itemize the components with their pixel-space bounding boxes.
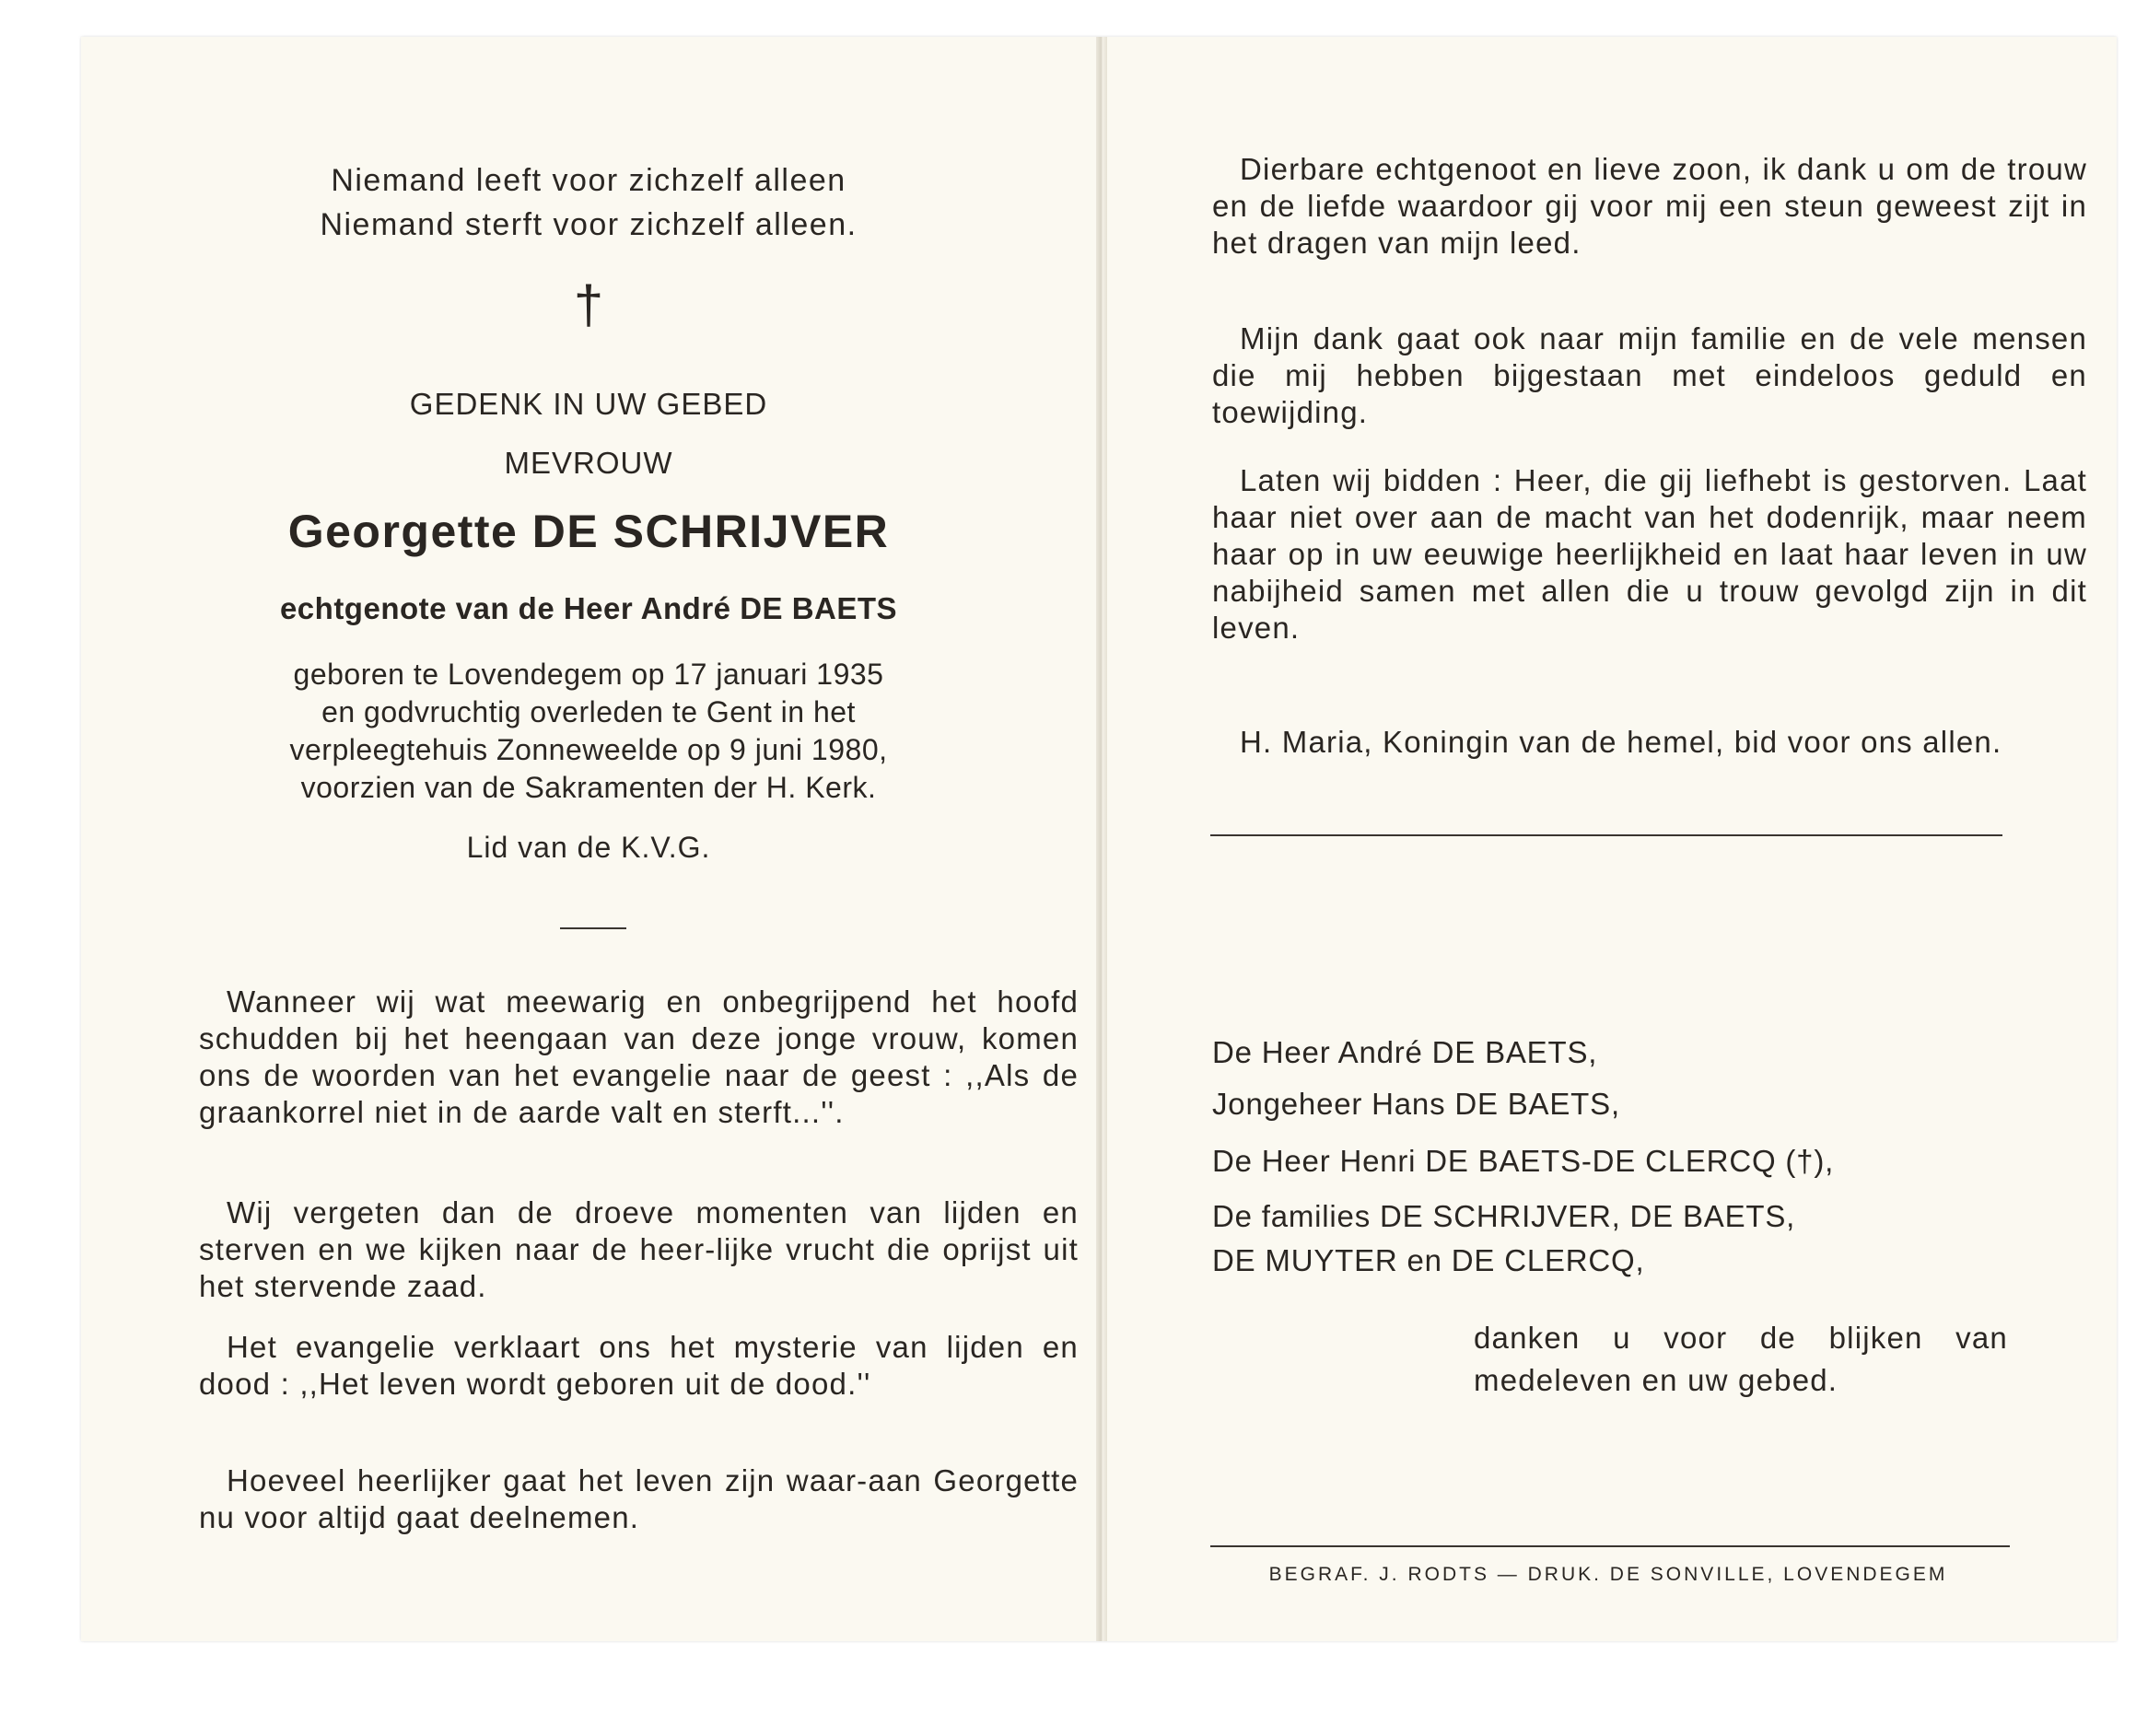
paragraph: H. Maria, Koningin van de hemel, bid voor ons allen. — [1240, 725, 2002, 759]
paragraph: Dierbare echtgenoot en lieve zoon, ik dank u om de trouw en de liefde waardoor gij voor mij een steun geweest zijt in het dragen van mijn leed. — [1212, 152, 2087, 260]
paragraph: Hoeveel heerlijker gaat het leven zijn waar-aan Georgette nu voor altijd gaat deelnemen. — [199, 1463, 1079, 1534]
card-fold — [1096, 37, 1107, 1641]
motto-line: Niemand leeft voor zichzelf alleen — [331, 163, 846, 198]
family-line: DE MUYTER en DE CLERCQ, — [1212, 1243, 1645, 1277]
paragraph: Wij vergeten dan de droeve momenten van lijden en sterven en we kijken naar de heer-lijke vrucht die oprijst uit het stervende zaad. — [199, 1195, 1079, 1303]
biography — [81, 656, 1096, 807]
cross-icon: † — [573, 275, 604, 335]
paragraph: Wanneer wij wat meewarig en onbegrijpend het hoofd schudden bij het heengaan van deze jonge vrouw, komen ons de woorden van het evangelie naar de geest : ,,Als de graankorrel niet in de aarde valt en sterft...''. — [199, 985, 1079, 1129]
family-line: Jongeheer Hans DE BAETS, — [1212, 1087, 1620, 1121]
paragraph: Laten wij bidden : Heer, die gij liefhebt is gestorven. Laat haar niet over aan de macht van het dodenrijk, maar neem haar op in uw eeuwige heerlijkheid en laat haar leven in uw nabijheid samen met allen die u trouw gevolgd zijn in dit leven. — [1212, 463, 2087, 645]
deceased-name: Georgette DE SCHRIJVER — [287, 506, 890, 557]
paragraph: Mijn dank gaat ook naar mijn familie en de vele mensen die mij hebben bijgestaan met eindeloos geduld en toewijding. — [1212, 321, 2087, 429]
bio-line: en godvruchtig overleden te Gent in het — [321, 695, 856, 728]
family-line: De Heer André DE BAETS, — [1212, 1035, 1598, 1069]
motto — [81, 158, 1096, 247]
family-line: De Heer Henri DE BAETS-DE CLERCQ (†), — [1212, 1144, 1835, 1178]
heading: GEDENK IN UW GEBED — [409, 387, 768, 421]
bio-line: voorzien van de Sakramenten der H. Kerk. — [300, 771, 877, 804]
footer-line — [1210, 1545, 2010, 1547]
printer-credit: BEGRAF. J. RODTS — DRUK. DE SONVILLE, LOVENDEGEM — [1268, 1564, 1948, 1585]
thanks-text: danken u voor de blijken van medeleven en uw gebed. — [1474, 1321, 2008, 1397]
paragraph: Het evangelie verklaart ons het mysterie van lijden en dood : ,,Het leven wordt geboren uit de dood.'' — [199, 1330, 1079, 1401]
bio-line: verpleegtehuis Zonneweelde op 9 juni 1980, — [289, 733, 888, 766]
family-line: De families DE SCHRIJVER, DE BAETS, — [1212, 1199, 1796, 1233]
membership: Lid van de K.V.G. — [466, 831, 711, 864]
separator-line — [1210, 834, 2002, 836]
spouse-line: echtgenote van de Heer André DE BAETS — [279, 591, 898, 625]
divider — [560, 927, 626, 929]
bio-line: geboren te Lovendegem op 17 januari 1935 — [293, 658, 884, 691]
motto-line: Niemand sterft voor zichzelf alleen. — [320, 207, 858, 242]
title: MEVROUW — [504, 446, 673, 480]
